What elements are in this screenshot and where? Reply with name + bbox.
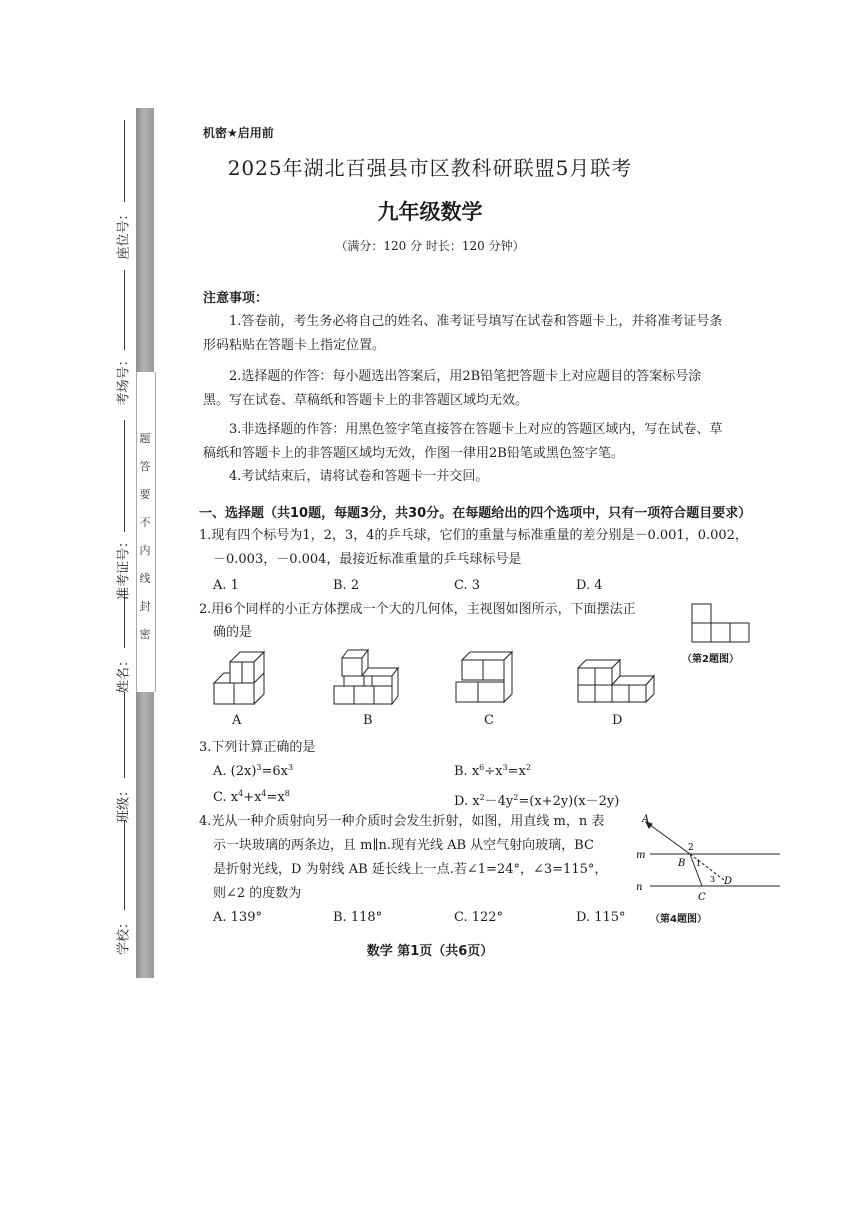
q2-front-view-figure: [688, 600, 752, 646]
q2-figure-c: [452, 648, 522, 710]
q3-stem: 3.下列计算正确的是: [199, 740, 316, 755]
fig-label-n: n: [636, 882, 643, 893]
q4-option-b: B. 118°: [333, 910, 383, 925]
seal-strip: [136, 372, 156, 692]
q1-option-a: A. 1: [213, 578, 239, 593]
room-label: 考场号：: [116, 353, 132, 406]
fig-angle-3: 3: [710, 875, 716, 884]
seal-char: 不: [139, 516, 151, 529]
seal-char: 答: [139, 460, 151, 473]
q3-option-b: B. $x^6\div x^3=x^2$: [454, 763, 531, 779]
seal-char: 线: [139, 572, 151, 585]
q3-option-c: C. $x^4+x^4=x^8$: [213, 789, 290, 805]
q2-figure-b: [332, 648, 406, 710]
note-line: 黑。写在试卷、草稿纸和答题卡上的非答题区域均无效。: [203, 393, 529, 408]
fig-angle-2: 2: [688, 843, 694, 853]
class-line: [124, 692, 125, 778]
q2-figure-d: [574, 648, 658, 710]
school-label: 学校：: [116, 916, 132, 956]
seal-char: 封: [139, 600, 151, 613]
q1-option-c: C. 3: [454, 578, 481, 593]
q2-figure-a: [210, 648, 270, 710]
q3-option-d: D. $x^2-4y^2=(x+2y)(x-2y)$: [454, 793, 620, 809]
section-heading: 一、选择题（共10题，每题3分，共30分。在每题给出的四个选项中，只有一项符合题目要求）: [199, 506, 752, 521]
fig-label-a: A: [642, 814, 650, 825]
q1-option-d: D. 4: [576, 578, 603, 593]
q4-option-c: C. 122°: [454, 910, 504, 925]
notes-heading: 注意事项：: [203, 291, 269, 306]
q2-stem: 2.用6个同样的小正方体摆成一个大的几何体，主视图如图所示，下面摆法正: [199, 602, 636, 617]
school-line: [124, 820, 125, 910]
seal-char: 题: [139, 432, 151, 445]
room-line: [124, 270, 125, 350]
q2-stem: 确的是: [213, 625, 253, 640]
q4-option-d: D. 115°: [576, 910, 626, 925]
fig-angle-1: 1: [696, 859, 702, 868]
fig-label-d: D: [724, 876, 733, 887]
note-line: 稿纸和答题卡上的非答题区域均无效，作图一律用2B铅笔或黑色签字笔。: [203, 446, 624, 461]
note-line: 形码粘贴在答题卡上指定位置。: [203, 338, 386, 353]
note-line: 4.考试结束后，请将试卷和答题卡一并交回。: [229, 469, 489, 484]
page-footer: 数学 第1页（共6页）: [366, 944, 494, 959]
q4-stem: 则∠2 的度数为: [213, 886, 302, 901]
note-line: 1.答卷前，考生务必将自己的姓名、准考证号填写在试卷和答题卡上，并将准考证号条: [229, 314, 723, 329]
q4-stem: 是折射光线，D 为射线 AB 延长线上一点.若∠1=24°，∠3=115°，: [213, 862, 608, 877]
q2-caption: （第2题图）: [682, 654, 739, 665]
q2-label-c: C: [484, 713, 494, 728]
name-line: [124, 588, 125, 648]
note-line: 3.非选择题的作答：用黑色签字笔直接答在答题卡上对应的答题区域内，写在试卷、草: [229, 422, 723, 437]
q2-label-b: B: [363, 713, 373, 728]
q4-caption: （第4题图）: [650, 914, 707, 925]
fig-label-b: B: [678, 858, 686, 869]
exam-meta: （满分：120 分 时长：120 分钟）: [335, 239, 525, 253]
seal-char: 要: [139, 488, 151, 501]
q1-stem: 1.现有四个标号为1，2，3，4的乒乓球，它们的重量与标准重量的差分别是－0.001，0.002，: [199, 528, 748, 543]
q4-refraction-figure: [632, 810, 782, 908]
seat-label: 座位号：: [116, 207, 132, 260]
q3-option-a: A. $(2x)^3=6x^3$: [213, 763, 294, 779]
exam-title: 2025年湖北百强县市区教科研联盟5月联考: [227, 156, 633, 180]
q1-stem: －0.003，－0.004，最接近标准重量的乒乓球标号是: [213, 552, 522, 567]
q4-stem: 示一块玻璃的两条边，且 m∥n.现有光线 AB 从空气射向玻璃，BC: [213, 838, 594, 853]
exam-id-line: [124, 420, 125, 532]
note-line: 2.选择题的作答：每小题选出答案后，用2B铅笔把答题卡上对应题目的答案标号涂: [229, 369, 702, 384]
seal-char: 内: [139, 544, 151, 557]
q4-stem: 4.光从一种介质射向另一种介质时会发生折射，如图，用直线 m，n 表: [199, 814, 605, 829]
seal-char: 密: [139, 628, 151, 641]
q2-label-d: D: [612, 713, 623, 728]
secret-label: 机密★启用前: [203, 126, 274, 140]
class-label: 班级：: [116, 784, 132, 824]
name-label: 姓名：: [116, 654, 132, 694]
q1-option-b: B. 2: [333, 578, 360, 593]
fig-label-m: m: [636, 850, 646, 861]
fig-label-c: C: [698, 892, 706, 903]
exam-id-label: 准考证号：: [116, 535, 132, 601]
q2-label-a: A: [232, 713, 242, 728]
q4-option-a: A. 139°: [213, 910, 262, 925]
subject-title: 九年级数学: [377, 200, 483, 224]
